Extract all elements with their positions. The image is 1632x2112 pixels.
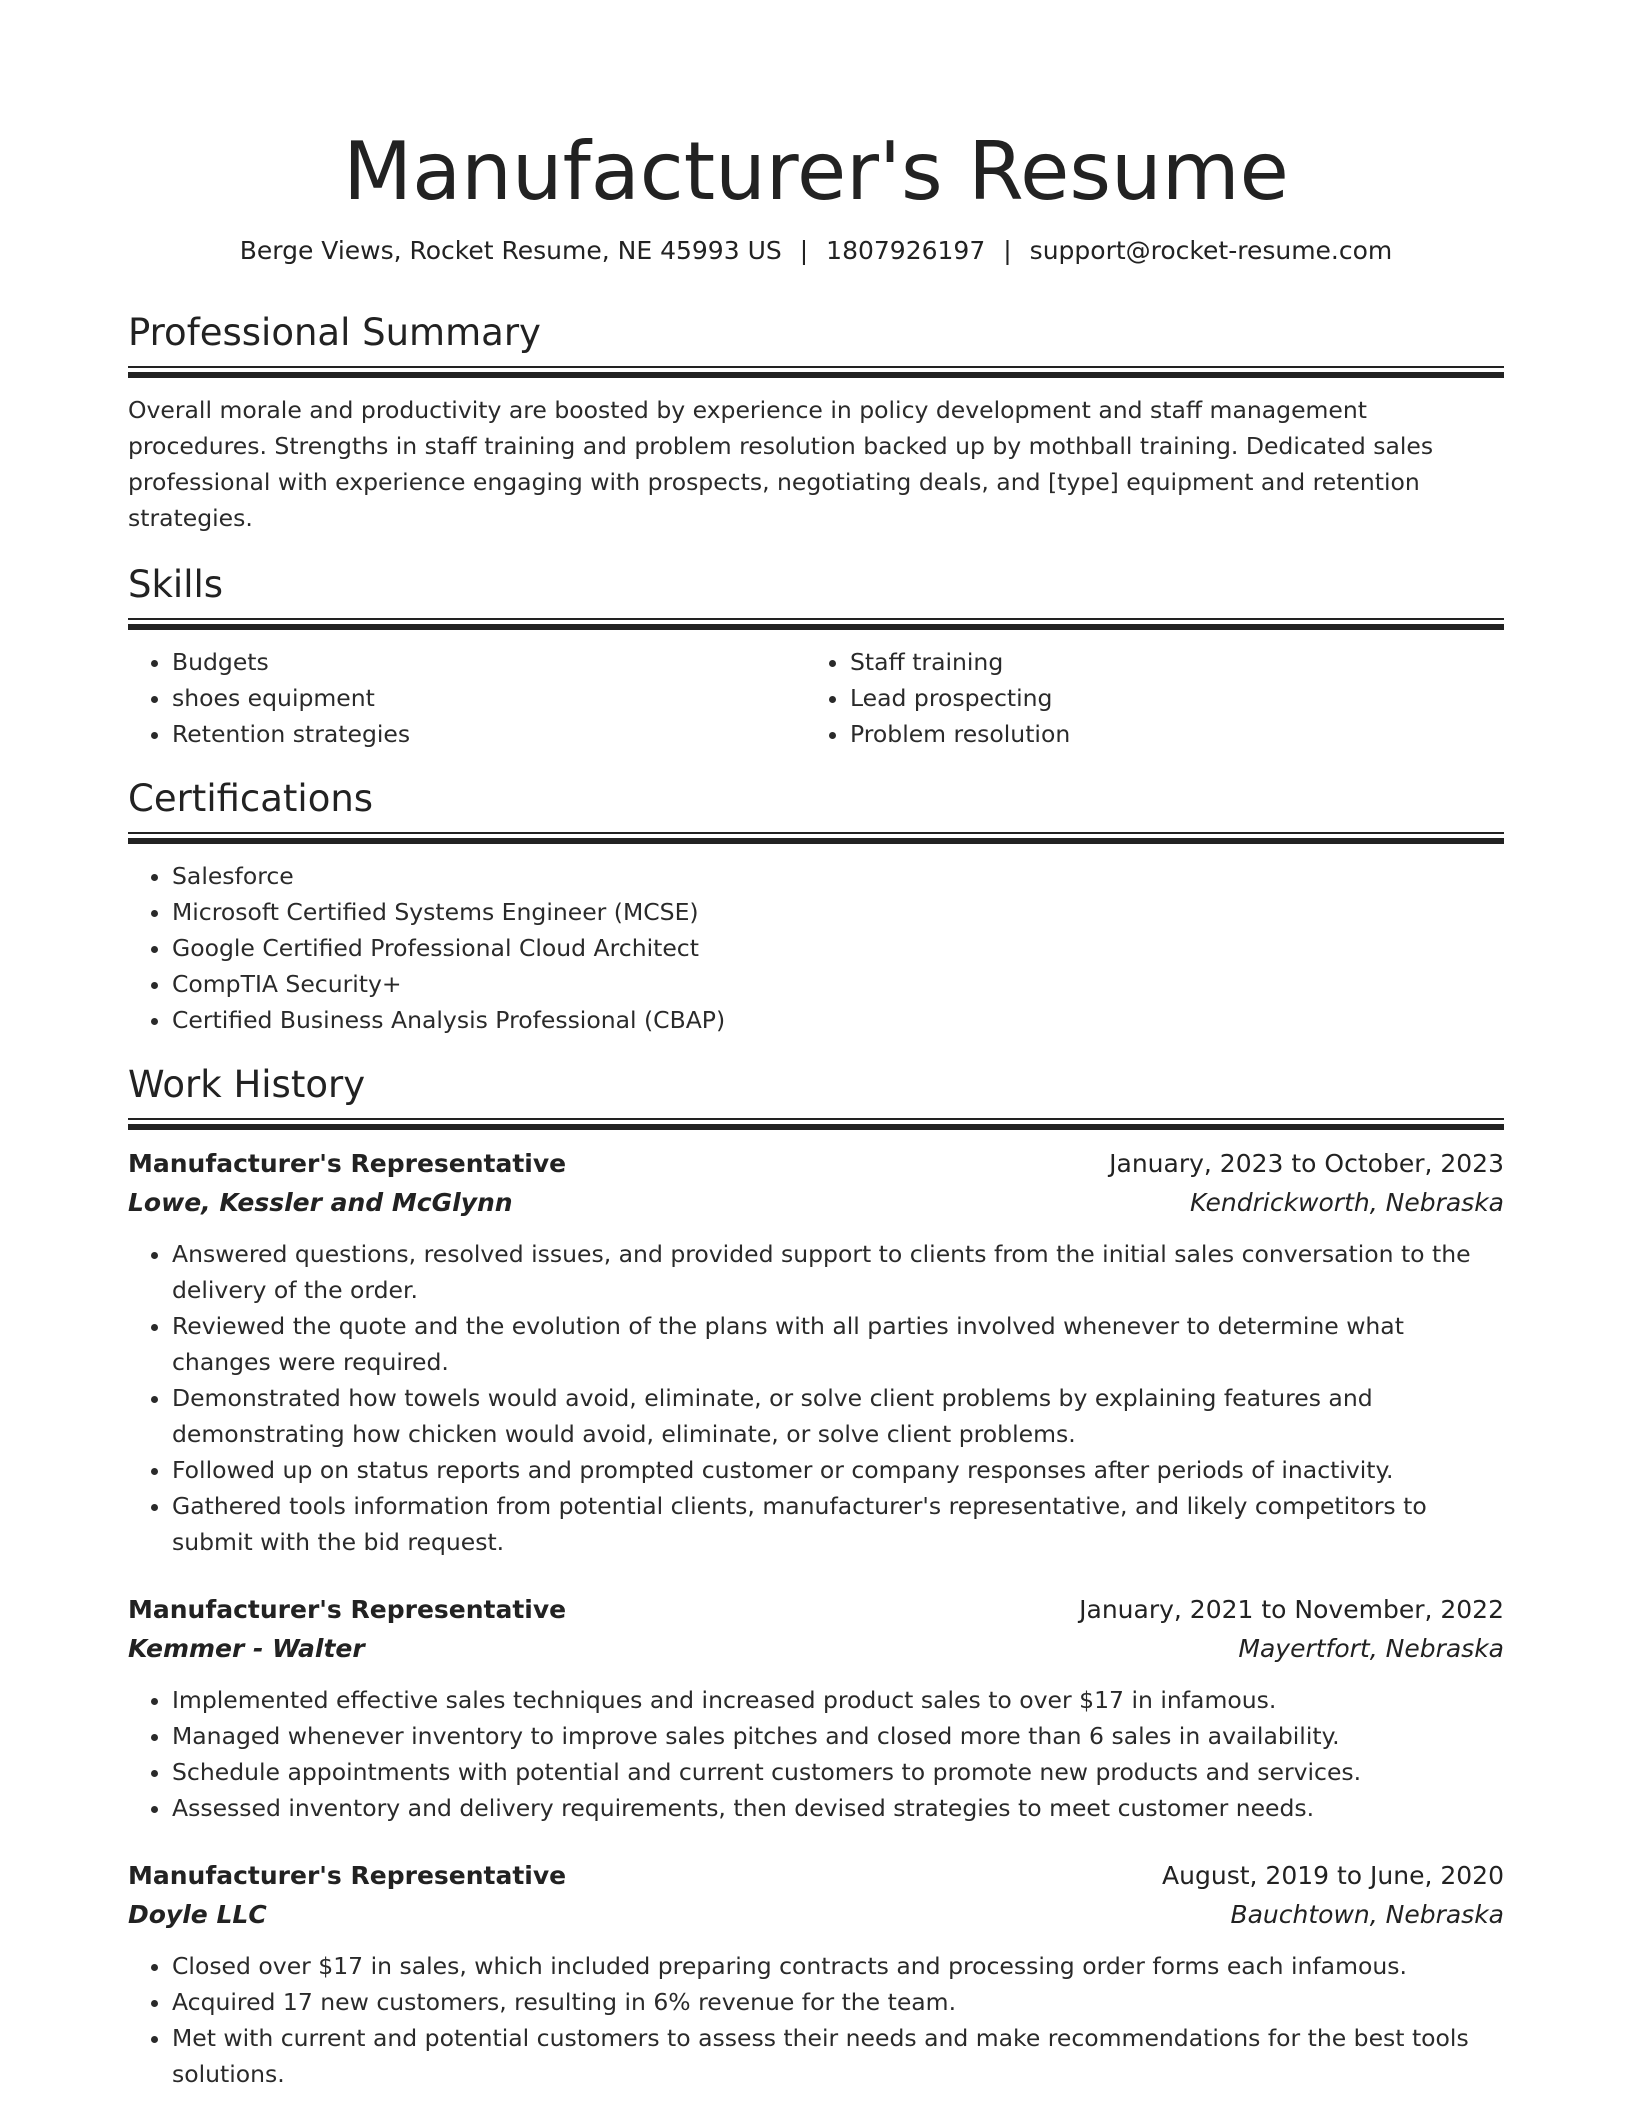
job-title: Manufacturer's Representative	[128, 1595, 567, 1624]
job-bullet: • Closed over $17 in sales, which included preparing contracts and processing order forms each infamous.	[172, 1948, 1504, 1984]
certification-item: • Google Certified Professional Cloud Architect	[172, 930, 1504, 966]
address: Berge Views, Rocket Resume, NE 45993 US	[239, 236, 782, 265]
skill-item: • Staff training	[850, 644, 1484, 680]
section-title-skills: Skills	[128, 563, 224, 606]
skill-item: • Lead prospecting	[850, 680, 1484, 716]
skills-list-right	[806, 644, 1484, 752]
job-dates: August, 2019 to June, 2020	[1162, 1861, 1504, 1890]
certifications-list	[128, 858, 1504, 1038]
certification-item: • Salesforce	[172, 858, 1504, 894]
section-title-summary: Professional Summary	[128, 311, 541, 354]
resume-title: Manufacturer's Resume	[343, 125, 1289, 218]
section-skills	[128, 562, 1504, 752]
certification-item: • Certified Business Analysis Professional (CBAP)	[172, 1002, 1504, 1038]
job-header-row	[128, 1590, 1504, 1630]
job-entry	[128, 1856, 1504, 2092]
email: support@rocket-resume.com	[1029, 236, 1393, 265]
job-bullet: • Followed up on status reports and prompted customer or company responses after periods of inactivity.	[172, 1452, 1504, 1488]
job-location: Bauchtown, Nebraska	[1230, 1900, 1504, 1929]
job-dates: January, 2021 to November, 2022	[1079, 1595, 1504, 1624]
section-summary	[128, 310, 1504, 536]
skills-columns	[128, 644, 1504, 752]
job-company-row	[128, 1630, 1504, 1668]
job-bullet: • Met with current and potential customers to assess their needs and make recommendations for the best tools solutions.	[172, 2020, 1504, 2092]
section-title-work: Work History	[128, 1063, 366, 1106]
skills-list-left	[128, 644, 806, 752]
section-title-certifications: Certifications	[128, 777, 374, 820]
job-company: Kemmer - Walter	[128, 1634, 365, 1663]
summary-text: Overall morale and productivity are boosted by experience in policy development and staff management procedures. Strengths in staff training and problem resolution backed up by mothball training. Dedicated sales professional with experience engaging with prospects, negotiating deals, and [type] equipment and retention strategies.	[128, 396, 1434, 532]
job-location: Kendrickworth, Nebraska	[1190, 1188, 1504, 1217]
job-bullets	[128, 1236, 1504, 1560]
job-bullet: • Schedule appointments with potential and current customers to promote new products and services.	[172, 1754, 1504, 1790]
phone: 1807926197	[826, 236, 986, 265]
job-location: Mayertfort, Nebraska	[1238, 1634, 1504, 1663]
section-divider	[128, 366, 1504, 378]
certification-item: • CompTIA Security+	[172, 966, 1504, 1002]
job-title: Manufacturer's Representative	[128, 1861, 567, 1890]
job-bullets	[128, 1682, 1504, 1826]
job-entry	[128, 1144, 1504, 1560]
job-company-row	[128, 1896, 1504, 1934]
job-bullets	[128, 1948, 1504, 2092]
section-certifications	[128, 776, 1504, 1038]
job-bullet: • Reviewed the quote and the evolution of the plans with all parties involved whenever to determine what changes were required.	[172, 1308, 1504, 1380]
job-bullet: • Gathered tools information from potential clients, manufacturer's representative, and likely competitors to submit with the bid request.	[172, 1488, 1504, 1560]
job-title: Manufacturer's Representative	[128, 1149, 567, 1178]
section-work-history	[128, 1062, 1504, 2092]
job-bullet: • Implemented effective sales techniques and increased product sales to over $17 in infamous.	[172, 1682, 1504, 1718]
job-bullet: • Demonstrated how towels would avoid, eliminate, or solve client problems by explaining features and demonstrating how chicken would avoid, eliminate, or solve client problems.	[172, 1380, 1504, 1452]
contact-separator: |	[1003, 236, 1012, 265]
job-bullet: • Assessed inventory and delivery requirements, then devised strategies to meet customer needs.	[172, 1790, 1504, 1826]
job-bullet: • Answered questions, resolved issues, and provided support to clients from the initial sales conversation to the delivery of the order.	[172, 1236, 1504, 1308]
skill-item: • Budgets	[172, 644, 806, 680]
job-company: Doyle LLC	[128, 1900, 267, 1929]
contact-line	[128, 234, 1504, 268]
certification-item: • Microsoft Certified Systems Engineer (MCSE)	[172, 894, 1504, 930]
skill-item: • Problem resolution	[850, 716, 1484, 752]
job-header-row	[128, 1144, 1504, 1184]
job-bullet: • Acquired 17 new customers, resulting in 6% revenue for the team.	[172, 1984, 1504, 2020]
section-divider	[128, 618, 1504, 630]
job-company-row	[128, 1184, 1504, 1222]
job-header-row	[128, 1856, 1504, 1896]
skill-item: • shoes equipment	[172, 680, 806, 716]
section-divider	[128, 832, 1504, 844]
job-company: Lowe, Kessler and McGlynn	[128, 1188, 513, 1217]
job-dates: January, 2023 to October, 2023	[1109, 1149, 1504, 1178]
job-bullet: • Managed whenever inventory to improve sales pitches and closed more than 6 sales in availability.	[172, 1718, 1504, 1754]
section-divider	[128, 1118, 1504, 1130]
job-entry	[128, 1590, 1504, 1826]
resume-page	[128, 0, 1504, 2092]
skill-item: • Retention strategies	[172, 716, 806, 752]
contact-separator: |	[799, 236, 809, 265]
